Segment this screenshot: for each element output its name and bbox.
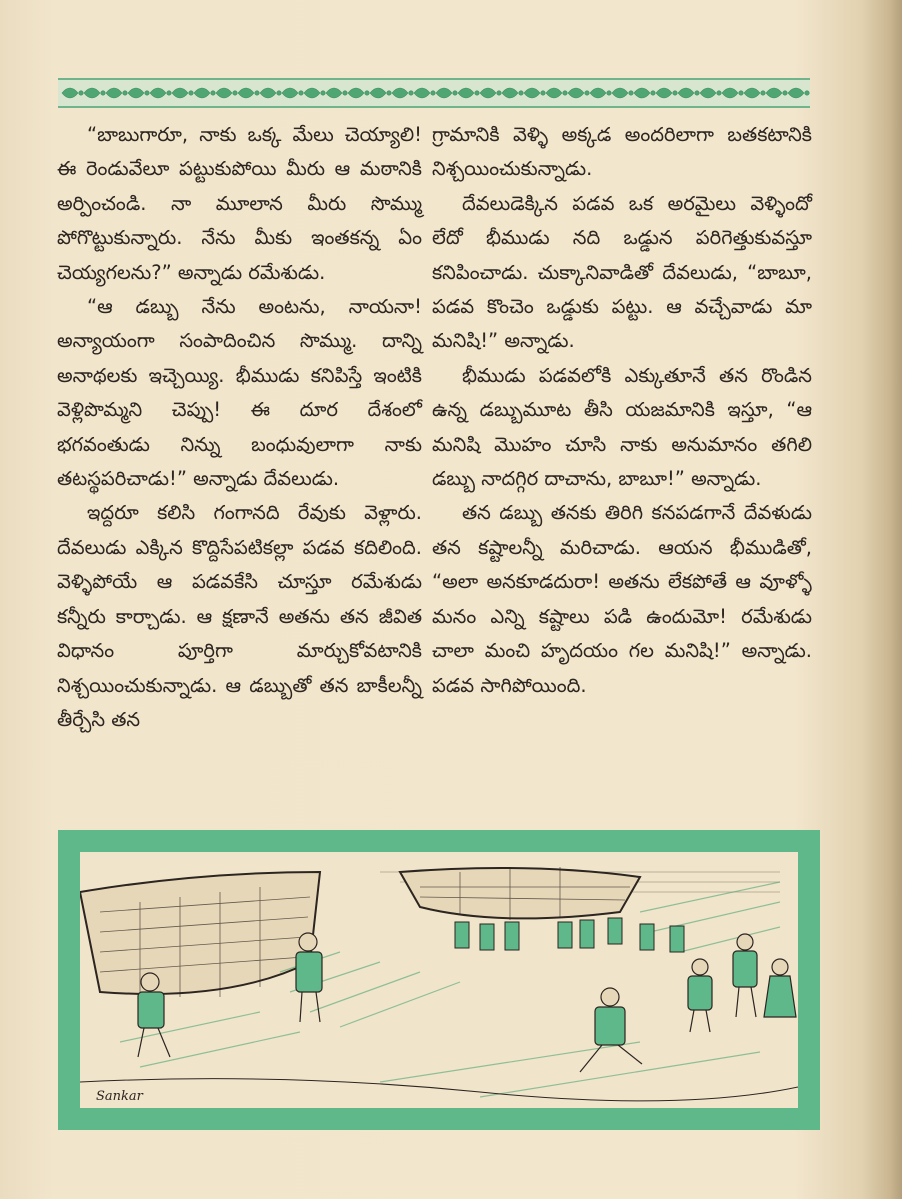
dot-ornament [255, 91, 259, 95]
dot-ornament [233, 91, 237, 95]
leaf-ornament [348, 88, 364, 98]
leaf-ornament [128, 88, 144, 98]
dot-ornament [783, 91, 787, 95]
dot-ornament [475, 91, 479, 95]
leaf-ornament [194, 88, 210, 98]
dot-ornament [409, 91, 413, 95]
dot-ornament [761, 91, 765, 95]
leaf-ornament [788, 88, 804, 98]
dot-ornament [211, 91, 215, 95]
dot-ornament [277, 91, 281, 95]
paragraph: భీముడు పడవలోకి ఎక్కుతూనే తన రొండిన ఉన్న డబ్బుమూట తీసి యజమానికి ఇస్తూ, “ఆ మనిషి మొహం చూసి నాకు అనుమానం తగిలి డబ్బు నాదగ్గిర దాచాను, బాబూ!” అన్నాడు. [432, 363, 812, 491]
dot-ornament [717, 91, 721, 95]
paragraph: ఇద్దరూ కలిసి గంగానది రేవుకు వెళ్లారు. దేవలుడు ఎక్కిన కొద్దిసేపటికల్లా పడవ కదిలింది. వెళ్ళిపోయే ఆ పడవకేసి చూస్తూ రమేశుడు కన్నీరు కార్చాడు. ఆ క్షణానే అతను తన జీవిత విధానం పూర్తిగా మార్చుకోవటానికి నిశ్చయించుకున్నాడు. ఆ డబ్బుతో తన బాకీలన్నీ తీర్చేసి తన [57, 501, 422, 731]
leaf-ornament [326, 88, 342, 98]
paragraph: “ఆ డబ్బు నేను అంటను, నాయనా! అన్యాయంగా సంపాదించిన సొమ్ము. దాన్ని అనాథలకు ఇచ్చెయ్యి. భీముడు కనిపిస్తే ఇంటికి వెళ్లిపొమ్మని చెప్పు! ఈ దూర దేశంలో భగవంతుడు నిన్ను బంధువులాగా నాకు తటస్థపరిచాడు!” అన్నాడు దేవలుడు. [57, 295, 422, 491]
dot-ornament [629, 91, 633, 95]
leaf-ornament [700, 88, 716, 98]
leaf-ornament [612, 88, 628, 98]
paragraph: గ్రామానికి వెళ్ళి అక్కడ అందరిలాగా బతకటానికి నిశ్చయించుకున్నాడు. [432, 123, 812, 181]
paragraph: దేవలుడెక్కిన పడవ ఒక అరమైలు వెళ్ళిందో లేదో భీముడు నది ఒడ్డున పరిగెత్తుకువస్తూ కనిపించాడు. చుక్కానివాడితో దేవలుడు, “బాబూ, పడవ కొంచెం ఒడ్డుకు పట్టు. ఆ వచ్చేవాడు మా మనిషి!” అన్నాడు. [432, 191, 812, 353]
dot-ornament [497, 91, 501, 95]
dot-ornament [365, 91, 369, 95]
leaf-ornament [502, 88, 518, 98]
leaf-ornament [84, 88, 100, 98]
dot-ornament [167, 91, 171, 95]
paragraph: “బాబుగారూ, నాకు ఒక్క మేలు చెయ్యాలి! ఈ రెండువేలూ పట్టుకుపోయి మీరు ఆ మఠానికి అర్పించండి. నా మూలాన మీరు సొమ్ము పోగొట్టుకున్నారు. నేను మీకు ఇంతకన్న ఏం చెయ్యగలను?” అన్నాడు రమేశుడు. [57, 123, 422, 284]
leaf-ornament [766, 88, 782, 98]
leaf-ornament [678, 88, 694, 98]
dot-ornament [299, 91, 303, 95]
dot-ornament [739, 91, 743, 95]
leaf-ornament [392, 88, 408, 98]
leaf-ornament [656, 88, 672, 98]
dot-ornament [607, 91, 611, 95]
dot-ornament [541, 91, 545, 95]
dot-ornament [695, 91, 699, 95]
leaf-ornament [260, 88, 276, 98]
dot-ornament [79, 91, 83, 95]
text-column-right [432, 118, 812, 703]
leaf-ornament [744, 88, 760, 98]
dot-ornament [519, 91, 523, 95]
dot-ornament [321, 91, 325, 95]
leaf-ornament [150, 88, 166, 98]
text-column-left [57, 118, 422, 737]
dot-ornament [563, 91, 567, 95]
dot-ornament [145, 91, 149, 95]
dot-ornament [189, 91, 193, 95]
dot-ornament [343, 91, 347, 95]
riverbank-illustration [58, 830, 820, 1130]
leaf-ornament [568, 88, 584, 98]
leaf-ornament [458, 88, 474, 98]
dot-ornament [805, 91, 809, 95]
leaf-ornament [634, 88, 650, 98]
leaf-ornament [216, 88, 232, 98]
leaf-ornament [282, 88, 298, 98]
leaf-ornament [590, 88, 606, 98]
dot-ornament [673, 91, 677, 95]
paragraph: తన డబ్బు తనకు తిరిగి కనపడగానే దేవళుడు తన కష్టాలన్నీ మరిచాడు. ఆయన భీముడితో, “అలా అనకూడదురా! అతను లేకపోతే ఆ వూళ్ళో మనం ఎన్ని కష్టాలు పడి ఉందుమో! రమేశుడు చాలా మంచి హృదయం గల మనిషి!” అన్నాడు. పడవ సాగిపోయింది. [432, 501, 812, 697]
decorative-border-strip [58, 78, 810, 108]
leaf-ornament [546, 88, 562, 98]
leaf-ornament [304, 88, 320, 98]
dot-ornament [651, 91, 655, 95]
leaf-ornament [238, 88, 254, 98]
dot-ornament [453, 91, 457, 95]
leaf-ornament [62, 88, 78, 98]
leaf-ornament [436, 88, 452, 98]
dot-ornament [431, 91, 435, 95]
leaf-ornament [370, 88, 386, 98]
leaf-vine-ornament [58, 80, 810, 106]
leaf-ornament [480, 88, 496, 98]
leaf-ornament [414, 88, 430, 98]
dot-ornament [101, 91, 105, 95]
leaf-ornament [106, 88, 122, 98]
leaf-ornament [172, 88, 188, 98]
dot-ornament [585, 91, 589, 95]
leaf-ornament [524, 88, 540, 98]
dot-ornament [387, 91, 391, 95]
leaf-ornament [722, 88, 738, 98]
boats-and-people-drawing [80, 852, 798, 1108]
page-edge-shadow [862, 0, 902, 1199]
dot-ornament [123, 91, 127, 95]
artist-signature: Sankar [96, 1089, 143, 1104]
